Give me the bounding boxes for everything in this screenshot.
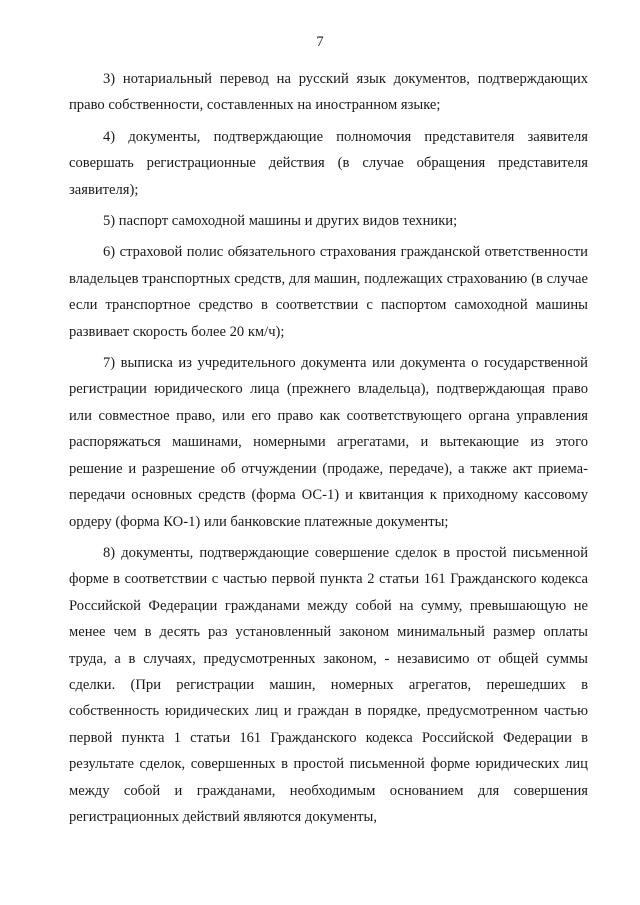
paragraph-item-4: 4) документы, подтверждающие полномочия представителя заявителя совершать регистрационные действия (в случае обращения представителя заявителя); bbox=[69, 128, 588, 198]
paragraph-item-3: 3) нотариальный перевод на русский язык документов, подтверждающих право собственности, составленных на иностранном языке; bbox=[69, 71, 588, 114]
paragraph-item-6: 6) страховой полис обязательного страхования гражданской ответственности владельцев транспортных средств, для машин, подлежащих страхованию (в случае если транспортное средство в соответствии с паспортом самоходной машины развивает скорость более 20 км/ч); bbox=[69, 244, 588, 340]
document-body bbox=[69, 66, 588, 830]
paragraph-item-7: 7) выписка из учредительного документа или документа о государственной регистрации юридического лица (прежнего владельца), подтверждающая право или совместное право, или его право как соответствующего органа управления распоряжаться машинами, номерными агрегатами, и вытекающие из этого решение и разрешение об отчуждении (продаже, передаче), а также акт приема-передачи основных средств (форма ОС-1) и квитанция к приходному кассовому ордеру (форма КО-1) или банковские платежные документы; bbox=[69, 355, 588, 530]
paragraph-item-5: 5) паспорт самоходной машины и других видов техники; bbox=[103, 213, 458, 230]
paragraph-item-8: 8) документы, подтверждающие совершение сделок в простой письменной форме в соответствии с частью первой пункта 2 статьи 161 Гражданского кодекса Российской Федерации гражданами между собой на сумму, превышающую не менее чем в десять раз установленный законом минимальный размер оплаты труда, а в случаях, предусмотренных законом, - независимо от общей суммы сделки. (При регистрации машин, номерных агрегатов, перешедших в собственность юридических лиц и граждан в порядке, предусмотренном частью первой пункта 1 статьи 161 Гражданского кодекса Российской Федерации в результате сделок, совершенных в простой письменной форме юридических лиц между собой и гражданами, необходимым основанием для совершения регистрационных действий являются документы, bbox=[69, 544, 588, 825]
page-number: 7 bbox=[316, 34, 324, 50]
